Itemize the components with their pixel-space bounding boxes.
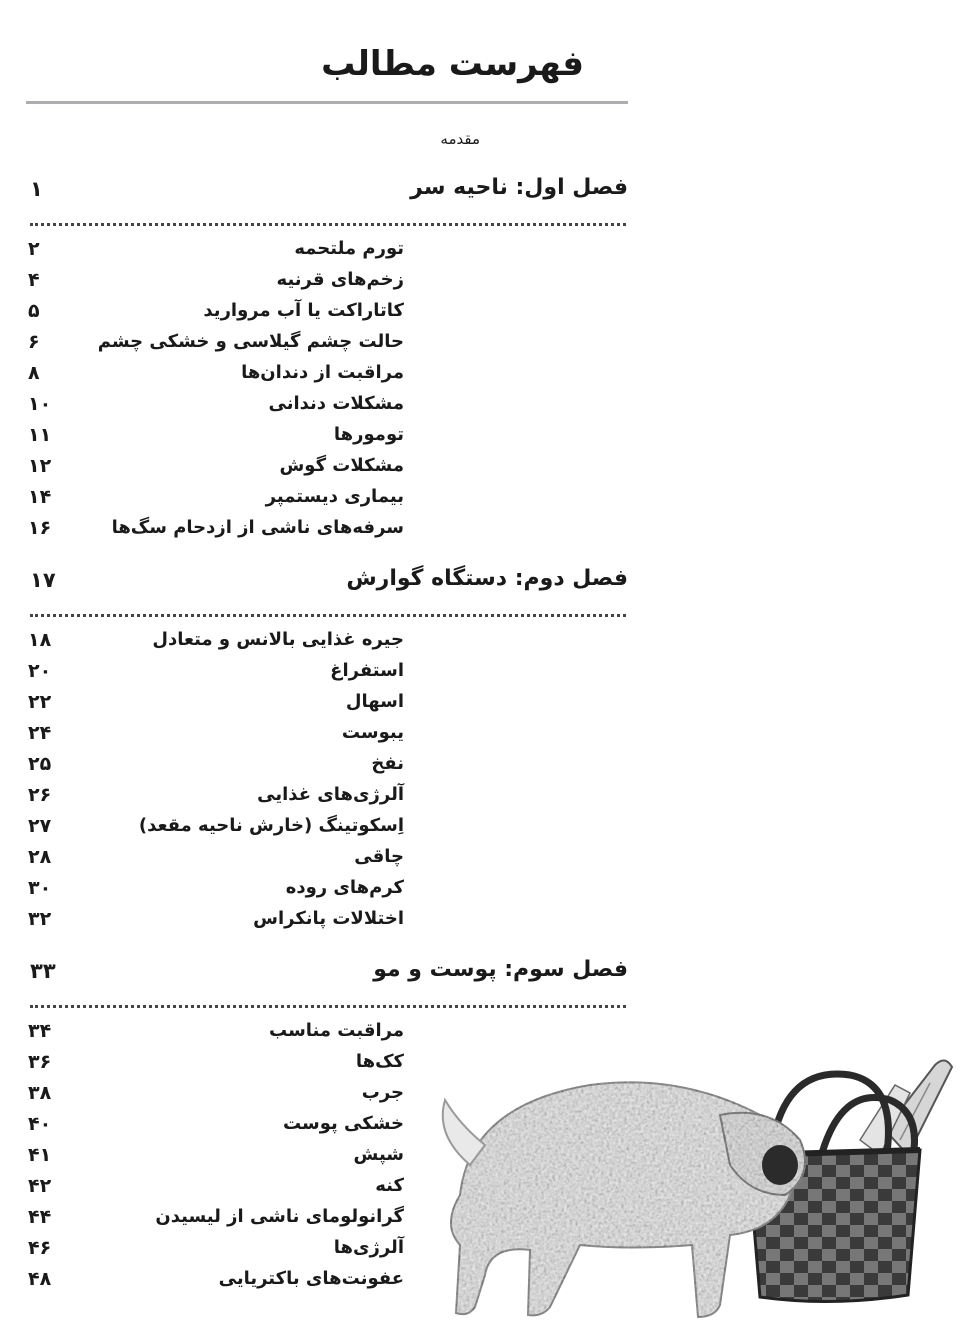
toc-entry: استفراغ <box>330 660 404 681</box>
toc-entry: زخم‌های قرنیه <box>276 269 404 290</box>
toc-page: ۶ <box>28 331 40 353</box>
toc-entry: کرم‌های روده <box>285 877 404 898</box>
toc-page: ۵ <box>28 300 40 322</box>
toc-entry: جرب <box>361 1082 404 1103</box>
toc-page: ۲۸ <box>28 846 52 868</box>
chapter-3-page: ۳۳ <box>30 959 56 983</box>
toc-entry: مراقبت مناسب <box>269 1020 404 1041</box>
chapter-2-page: ۱۷ <box>30 568 56 592</box>
chapter-2-dotted-divider <box>30 614 626 617</box>
toc-entry: بیماری دیستمپر <box>265 486 404 507</box>
toc-page: ۳۸ <box>28 1082 52 1104</box>
toc-entry: کاتاراکت یا آب مروارید <box>203 300 404 321</box>
toc-entry: نفخ <box>371 753 404 774</box>
chapter-1-dotted-divider <box>30 223 626 226</box>
toc-page: ۴۰ <box>28 1113 52 1135</box>
toc-page: ۴۶ <box>28 1237 52 1259</box>
toc-page: ۱۴ <box>28 486 52 508</box>
chapter-1-page: ۱ <box>30 177 43 201</box>
toc-entry: تورم ملتحمه <box>294 238 404 259</box>
toc-entry: سرفه‌های ناشی از ازدحام سگ‌ها <box>111 517 404 538</box>
toc-entry: گرانولومای ناشی از لیسیدن <box>155 1206 404 1227</box>
toc-entry: چاقی <box>354 846 404 867</box>
chapter-2-title: فصل دوم: دستگاه گوارش <box>346 566 628 591</box>
toc-entry: مشکلات دندانی <box>268 393 404 414</box>
toc-page: ۲۷ <box>28 815 52 837</box>
intro-entry: مقدمه <box>440 130 480 148</box>
chapter-3-dotted-divider <box>30 1005 626 1008</box>
chapter-3-title: فصل سوم: پوست و مو <box>373 957 628 982</box>
toc-entry: شپش <box>353 1144 404 1165</box>
toc-page: ۲۲ <box>28 691 52 713</box>
toc-entry: یبوست <box>341 722 404 743</box>
toc-entry: اِسکوتینگ (خارش ناحیه مقعد) <box>138 815 404 836</box>
toc-page: ۴۸ <box>28 1268 52 1290</box>
toc-page: ۱۸ <box>28 629 52 651</box>
toc-page: ۲۰ <box>28 660 52 682</box>
toc-entry: آلرژی‌ها <box>333 1237 404 1258</box>
dog-basket-illustration <box>430 1045 970 1320</box>
toc-entry: کک‌ها <box>355 1051 404 1072</box>
toc-page: ۲۵ <box>28 753 52 775</box>
toc-page: ۱۲ <box>28 455 52 477</box>
toc-entry: مراقبت از دندان‌ها <box>241 362 404 383</box>
toc-page: ۱۶ <box>28 517 52 539</box>
toc-entry: جیره غذایی بالانس و متعادل <box>152 629 404 650</box>
title-underline <box>26 101 628 104</box>
page-title: فهرست مطالب <box>321 44 584 84</box>
toc-page: ۳۴ <box>28 1020 52 1042</box>
toc-entry: تومورها <box>333 424 404 445</box>
toc-page: ۲ <box>28 238 40 260</box>
toc-entry: عفونت‌های باکتریایی <box>218 1268 404 1289</box>
toc-page: ۴۲ <box>28 1175 52 1197</box>
toc-page: ۲۶ <box>28 784 52 806</box>
toc-page: ۸ <box>28 362 40 384</box>
toc-entry: اسهال <box>345 691 404 712</box>
toc-entry: مشکلات گوش <box>279 455 404 476</box>
toc-entry: حالت چشم گیلاسی و خشکی چشم <box>97 331 404 352</box>
toc-page: ۳۲ <box>28 908 52 930</box>
chapter-1-title: فصل اول: ناحیه سر <box>410 175 628 200</box>
toc-page: ۱۱ <box>28 424 52 446</box>
toc-entry: اختلالات پانکراس <box>253 908 404 929</box>
toc-entry: کنه <box>375 1175 404 1196</box>
toc-page: ۱۰ <box>28 393 52 415</box>
toc-page: ۴۱ <box>28 1144 52 1166</box>
toc-page: ۴۴ <box>28 1206 52 1228</box>
toc-entry: آلرژی‌های غذایی <box>257 784 404 805</box>
toc-entry: خشکی پوست <box>282 1113 404 1134</box>
toc-page: ۲۴ <box>28 722 52 744</box>
toc-page: ۴ <box>28 269 40 291</box>
toc-page: ۳۶ <box>28 1051 52 1073</box>
toc-page: ۳۰ <box>28 877 52 899</box>
